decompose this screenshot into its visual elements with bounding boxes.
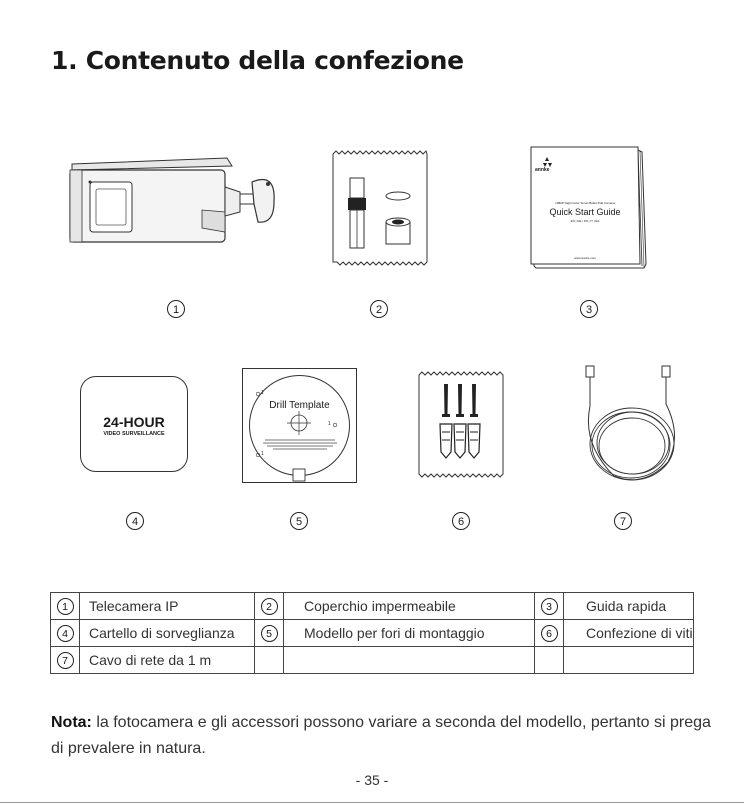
item-label: Modello per fori di montaggio <box>284 620 535 647</box>
drill-marker-a: 1 <box>261 390 264 396</box>
footer-divider <box>0 802 744 803</box>
item-label: Cartello di sorveglianza <box>80 620 255 647</box>
table-row <box>51 593 694 620</box>
manual-title: Quick Start Guide <box>549 207 621 217</box>
ip-camera-illustration <box>62 152 282 252</box>
item-label: Cavo di rete da 1 m <box>80 647 255 674</box>
manual-url: www.annke.com <box>574 256 596 260</box>
marker-6: 6 <box>452 512 470 530</box>
marker-5: 5 <box>290 512 308 530</box>
manual-brand: annke <box>535 167 550 173</box>
screw-pack-illustration <box>418 370 504 482</box>
sign-line-2: VIDEO SURVEILLANCE <box>103 431 165 437</box>
marker-2: 2 <box>370 300 388 318</box>
empty-cell <box>255 647 284 674</box>
item-number: 1 <box>57 598 74 615</box>
manual-subtitle: 1080P Night Color Smart Bullet PoE Camera <box>555 201 615 205</box>
marker-1: 1 <box>167 300 185 318</box>
table-row <box>51 647 694 674</box>
empty-cell <box>535 647 564 674</box>
sign-line-1: 24-HOUR <box>103 414 165 430</box>
marker-7: 7 <box>614 512 632 530</box>
item-number: 5 <box>261 625 278 642</box>
marker-3: 3 <box>580 300 598 318</box>
item-label: Guida rapida <box>564 593 694 620</box>
drill-template-title: Drill Template <box>269 400 330 411</box>
drill-template-illustration <box>242 368 357 483</box>
item-label: Telecamera IP <box>80 593 255 620</box>
network-cable-illustration <box>574 364 684 490</box>
page-title: 1. Contenuto della confezione <box>51 46 464 75</box>
table-row <box>51 620 694 647</box>
note-paragraph <box>51 710 711 762</box>
manual-languages: EN | DE | FR | IT | ES <box>570 219 600 223</box>
item-number: 6 <box>541 625 558 642</box>
drill-marker-b: 1 <box>328 421 331 427</box>
marker-4: 4 <box>126 512 144 530</box>
item-label: Coperchio impermeabile <box>284 593 535 620</box>
item-number: 4 <box>57 625 74 642</box>
page-number: - 35 - <box>355 772 389 788</box>
empty-cell <box>564 647 694 674</box>
note-text: la fotocamera e gli accessori possono variare a seconda del modello, pertanto si prega di prevalere in natura. <box>51 714 711 757</box>
item-number: 7 <box>57 652 74 669</box>
waterproof-cover-illustration <box>332 150 428 270</box>
item-number: 3 <box>541 598 558 615</box>
quick-start-guide-illustration <box>530 146 648 270</box>
surveillance-sign-illustration <box>80 376 188 472</box>
empty-cell <box>284 647 535 674</box>
drill-marker-c: 1 <box>261 451 264 457</box>
item-label: Confezione di viti <box>564 620 694 647</box>
contents-table <box>50 592 694 674</box>
note-label: Nota: <box>51 714 92 731</box>
item-number: 2 <box>261 598 278 615</box>
